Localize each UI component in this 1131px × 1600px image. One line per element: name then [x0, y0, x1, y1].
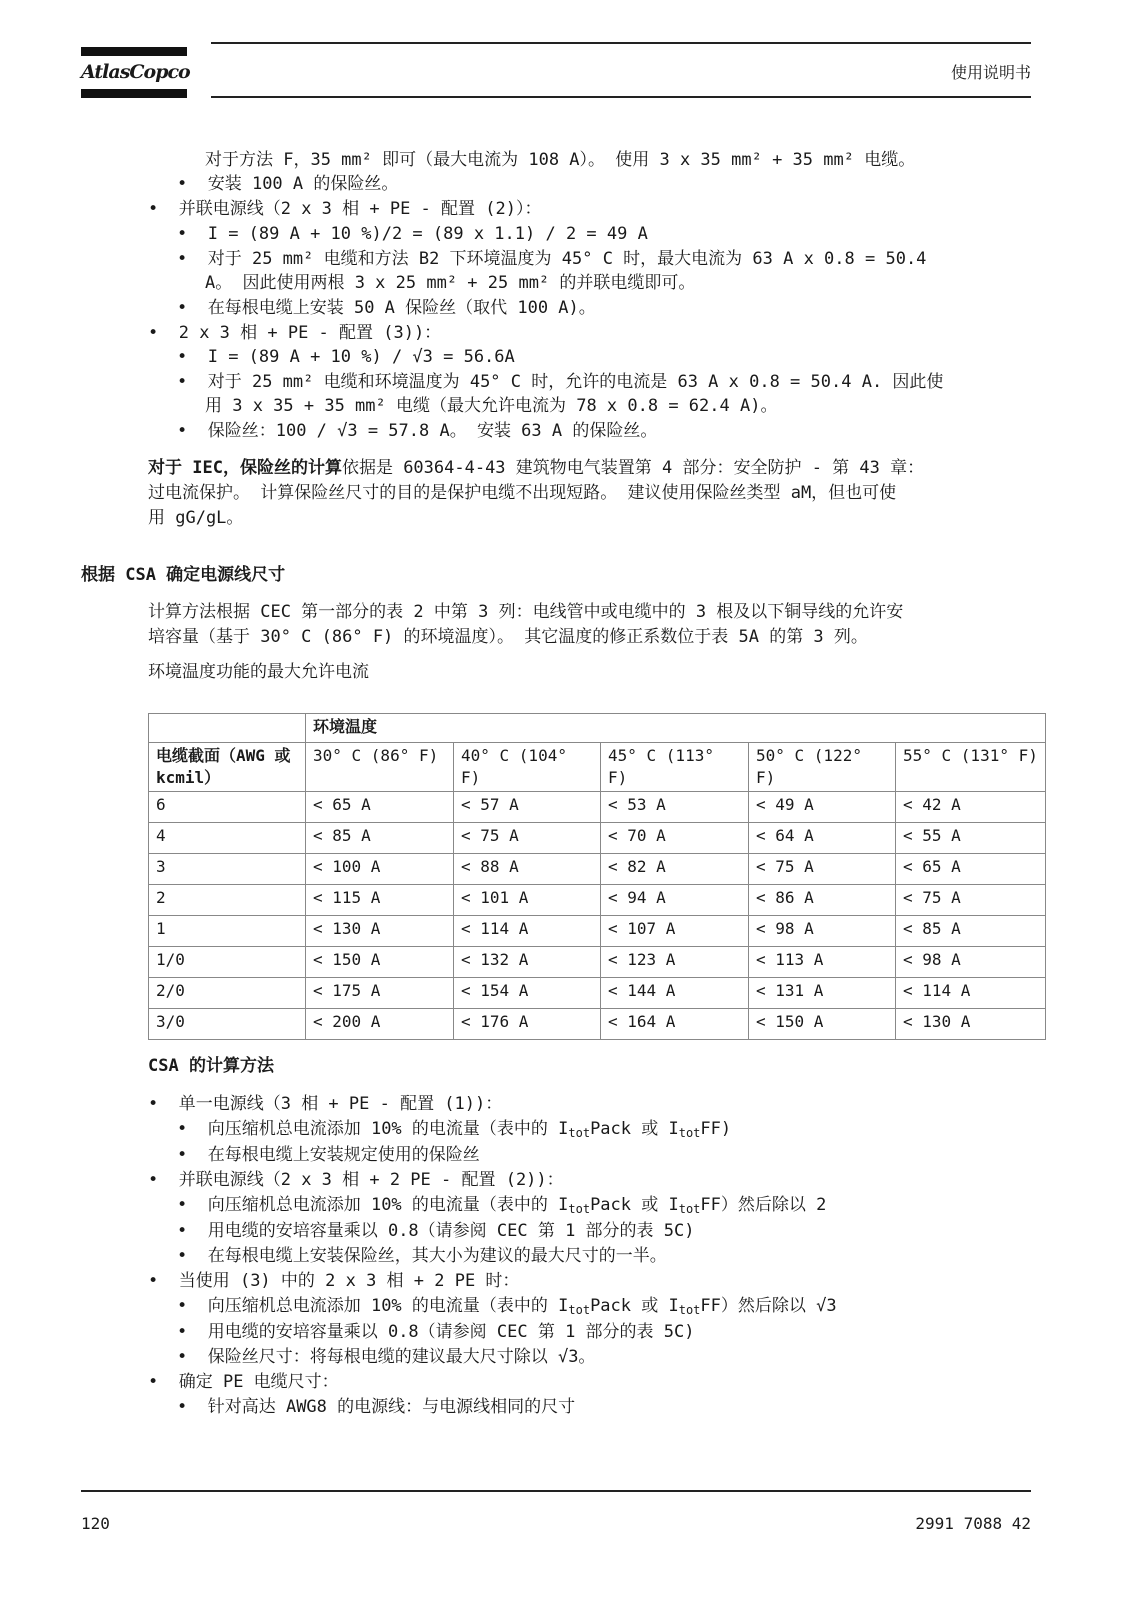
cable-size-cell: 1 [149, 916, 306, 947]
ampacity-cell: < 150 A [749, 1009, 896, 1040]
ampacity-cell: < 75 A [749, 854, 896, 885]
ampacity-cell: < 75 A [454, 823, 601, 854]
footer-rule [81, 1490, 1031, 1492]
cable-size-cell: 1/0 [149, 947, 306, 978]
bullet-text: 在每根电缆上安装 50 A 保险丝（取代 100 A)。 [207, 298, 596, 318]
bullet-l2: • 保险丝尺寸：将每根电缆的建议最大尺寸除以 √3。 [177, 1347, 596, 1367]
bullet-text: FF）然后除以 2 [700, 1195, 827, 1215]
bullet-text: 2 x 3 相 + PE - 配置 (3))： [178, 323, 442, 343]
table-header-cell: 55° C (131° F) [896, 743, 1046, 792]
ampacity-cell: < 53 A [601, 792, 749, 823]
subscript: tot [678, 1303, 701, 1317]
bullet-l1: • 并联电源线（2 x 3 相 + 2 PE - 配置 (2))： [148, 1170, 564, 1190]
bullet-text: 保险丝：100 / √3 = 57.8 A。 安装 63 A 的保险丝。 [207, 421, 658, 441]
cable-size-cell: 3/0 [149, 1009, 306, 1040]
ampacity-cell: < 98 A [896, 947, 1046, 978]
ampacity-cell: < 94 A [601, 885, 749, 916]
bullet-text: I = (89 A + 10 %) / √3 = 56.6A [207, 347, 515, 367]
bullet-l2: • 在每根电缆上安装 50 A 保险丝（取代 100 A)。 [177, 298, 596, 318]
ampacity-cell: < 75 A [896, 885, 1046, 916]
bullet-l1: • 单一电源线（3 相 + PE - 配置 (1))： [148, 1094, 503, 1114]
bullet-text: 保险丝尺寸：将每根电缆的建议最大尺寸除以 √3。 [207, 1347, 596, 1367]
table-corner-cell [149, 714, 306, 743]
header-rule-top [211, 42, 1031, 44]
ampacity-cell: < 86 A [749, 885, 896, 916]
ampacity-cell: < 65 A [896, 854, 1046, 885]
header-rule-bottom [211, 96, 1031, 98]
ampacity-cell: < 132 A [454, 947, 601, 978]
ampacity-cell: < 82 A [601, 854, 749, 885]
table-group-header-row [149, 714, 1046, 743]
bullet-l2: • 在每根电缆上安装规定使用的保险丝 [177, 1145, 480, 1165]
document-number: 2991 7088 42 [915, 1514, 1031, 1533]
ampacity-cell: < 70 A [601, 823, 749, 854]
bullet-text: 并联电源线（2 x 3 相 + 2 PE - 配置 (2))： [178, 1170, 564, 1190]
bullet-text: Pack 或 I [590, 1296, 679, 1316]
ampacity-cell: < 154 A [454, 978, 601, 1009]
bullet-text: Pack 或 I [590, 1195, 679, 1215]
logo-text: AtlasCopco [81, 61, 190, 83]
ampacity-cell: < 42 A [896, 792, 1046, 823]
logo-bar-bottom [81, 89, 187, 98]
table-header-row [149, 743, 1046, 792]
bullet-l2: • I = (89 A + 10 %)/2 = (89 x 1.1) / 2 = 49 A [177, 224, 648, 244]
bullet-l2: • 向压缩机总电流添加 10% 的电流量（表中的 $I_{tot}Pack$ 或 $I_{tot}FF$) [177, 1119, 732, 1140]
ampacity-cell: < 85 A [896, 916, 1046, 947]
ampacity-cell: < 131 A [749, 978, 896, 1009]
bullet-text: 单一电源线（3 相 + PE - 配置 (1))： [178, 1094, 503, 1114]
table-body [149, 792, 1046, 1040]
table-caption: 环境温度功能的最大允许电流 [148, 662, 369, 682]
ampacity-cell: < 164 A [601, 1009, 749, 1040]
iec-paragraph-line2: 过电流保护。 计算保险丝尺寸的目的是保护电缆不出现短路。 建议使用保险丝类型 aM，但也可使 [148, 483, 897, 503]
ampacity-cell: < 113 A [749, 947, 896, 978]
cable-size-cell: 2 [149, 885, 306, 916]
bullet-l1: • 2 x 3 相 + PE - 配置 (3))： [148, 323, 442, 343]
table-row [149, 1009, 1046, 1040]
table-row [149, 792, 1046, 823]
csa-paragraph-line2: 培容量（基于 30° C (86° F) 的环境温度）。 其它温度的修正系数位于表 5A 的第 3 列。 [148, 627, 868, 647]
subscript: tot [678, 1202, 701, 1216]
ampacity-cell: < 88 A [454, 854, 601, 885]
ampacity-cell: < 130 A [896, 1009, 1046, 1040]
bullet-text: 向压缩机总电流添加 10% 的电流量（表中的 I [207, 1296, 569, 1316]
bullet-text: FF) [700, 1119, 732, 1139]
bullet-text: 对于 25 mm² 电缆和方法 B2 下环境温度为 45° C 时，最大电流为 63 A x 0.8 = 50.4 [207, 249, 927, 269]
ampacity-cell: < 150 A [306, 947, 454, 978]
bullet-l2: • 针对高达 AWG8 的电源线：与电源线相同的尺寸 [177, 1397, 576, 1417]
bullet-l2: • 保险丝：100 / √3 = 57.8 A。 安装 63 A 的保险丝。 [177, 421, 658, 441]
bullet-text: 向压缩机总电流添加 10% 的电流量（表中的 I [207, 1119, 569, 1139]
bullet-l1: • 当使用 (3) 中的 2 x 3 相 + 2 PE 时： [148, 1271, 520, 1291]
ampacity-cell: < 55 A [896, 823, 1046, 854]
ampacity-cell: < 200 A [306, 1009, 454, 1040]
bullet-text: 用电缆的安培容量乘以 0.8（请参阅 CEC 第 1 部分的表 5C) [207, 1221, 695, 1241]
bullet-l1: • 并联电源线（2 x 3 相 + PE - 配置 (2)）： [148, 199, 542, 219]
table-header-cell: 40° C (104° F) [454, 743, 601, 792]
paragraph-line: 用 3 x 35 + 35 mm² 电缆（最大允许电流为 78 x 0.8 = 62.4 A)。 [205, 396, 778, 416]
ampacity-cell: < 107 A [601, 916, 749, 947]
bullet-l1: • 确定 PE 电缆尺寸： [148, 1372, 339, 1392]
table-group-header: 环境温度 [306, 714, 1046, 743]
ampacity-cell: < 57 A [454, 792, 601, 823]
atlas-copco-logo [81, 47, 190, 99]
bullet-text: 在每根电缆上安装保险丝，其大小为建议的最大尺寸的一半。 [207, 1246, 667, 1266]
bullet-l2: • 向压缩机总电流添加 10% 的电流量（表中的 $I_{tot}Pack$ 或 $I_{tot}FF$）然后除以 2 [177, 1195, 827, 1216]
ampacity-cell: < 130 A [306, 916, 454, 947]
subscript: tot [568, 1303, 591, 1317]
table-header-cell: 30° C (86° F) [306, 743, 454, 792]
table-header-cell: 45° C (113° F) [601, 743, 749, 792]
bullet-text: 对于 25 mm² 电缆和环境温度为 45° C 时，允许的电流是 63 A x 0.8 = 50.4 A. 因此使 [207, 372, 944, 392]
bullet-l2: • 安装 100 A 的保险丝。 [177, 174, 399, 194]
bullet-text: 当使用 (3) 中的 2 x 3 相 + 2 PE 时： [178, 1271, 520, 1291]
iec-paragraph-line3: 用 gG/gL。 [148, 508, 244, 528]
ampacity-cell: < 98 A [749, 916, 896, 947]
subscript: tot [568, 1202, 591, 1216]
ampacity-table [148, 713, 1046, 1040]
bullet-text: 用电缆的安培容量乘以 0.8（请参阅 CEC 第 1 部分的表 5C) [207, 1322, 695, 1342]
ampacity-cell: < 115 A [306, 885, 454, 916]
ampacity-cell: < 49 A [749, 792, 896, 823]
bullet-l2: • I = (89 A + 10 %) / √3 = 56.6A [177, 347, 515, 367]
ampacity-cell: < 114 A [896, 978, 1046, 1009]
calc-heading: CSA 的计算方法 [148, 1056, 274, 1076]
iec-text: 依据是 60364-4-43 建筑物电气装置第 4 部分：安全防护 - 第 43 章： [341, 458, 925, 478]
cable-size-cell: 2/0 [149, 978, 306, 1009]
paragraph-line: A。 因此使用两根 3 x 25 mm² + 25 mm² 的并联电缆即可。 [205, 273, 696, 293]
bullet-l2: • 对于 25 mm² 电缆和方法 B2 下环境温度为 45° C 时，最大电流为 63 A x 0.8 = 50.4 [177, 249, 927, 269]
subscript: tot [678, 1126, 701, 1140]
ampacity-cell: < 101 A [454, 885, 601, 916]
ampacity-cell: < 123 A [601, 947, 749, 978]
ampacity-cell: < 114 A [454, 916, 601, 947]
bullet-l2: • 用电缆的安培容量乘以 0.8（请参阅 CEC 第 1 部分的表 5C) [177, 1221, 695, 1241]
logo-bar-top [81, 47, 187, 56]
bullet-text: 向压缩机总电流添加 10% 的电流量（表中的 I [207, 1195, 569, 1215]
page-number: 120 [81, 1514, 110, 1533]
bullet-text: Pack 或 I [590, 1119, 679, 1139]
ampacity-cell: < 176 A [454, 1009, 601, 1040]
ampacity-cell: < 100 A [306, 854, 454, 885]
bullet-l2: • 对于 25 mm² 电缆和环境温度为 45° C 时，允许的电流是 63 A x 0.8 = 50.4 A. 因此使 [177, 372, 944, 392]
csa-paragraph-line1: 计算方法根据 CEC 第一部分的表 2 中第 3 列：电线管中或电缆中的 3 根及以下铜导线的允许安 [148, 602, 904, 622]
subscript: tot [568, 1126, 591, 1140]
iec-bold: 对于 IEC，保险丝的计算 [148, 458, 342, 478]
table-header-cell: 电缆截面（AWG 或 kcmil） [149, 743, 306, 792]
ampacity-cell: < 175 A [306, 978, 454, 1009]
bullet-text: 针对高达 AWG8 的电源线：与电源线相同的尺寸 [207, 1397, 576, 1417]
bullet-text: 并联电源线（2 x 3 相 + PE - 配置 (2)）： [178, 199, 542, 219]
paragraph-line: 对于方法 F，35 mm² 即可（最大电流为 108 A）。 使用 3 x 35 mm² + 35 mm² 电缆。 [205, 150, 916, 170]
ampacity-cell: < 144 A [601, 978, 749, 1009]
section-heading: 根据 CSA 确定电源线尺寸 [81, 565, 286, 585]
table-row [149, 885, 1046, 916]
bullet-text: I = (89 A + 10 %)/2 = (89 x 1.1) / 2 = 49 A [207, 224, 648, 244]
header-title: 使用说明书 [950, 63, 1031, 82]
table-row [149, 854, 1046, 885]
ampacity-cell: < 64 A [749, 823, 896, 854]
iec-paragraph-line1 [148, 456, 924, 480]
table-row [149, 978, 1046, 1009]
bullet-l2: • 在每根电缆上安装保险丝，其大小为建议的最大尺寸的一半。 [177, 1246, 667, 1266]
bullet-text: 在每根电缆上安装规定使用的保险丝 [207, 1145, 480, 1165]
bullet-l2: • 用电缆的安培容量乘以 0.8（请参阅 CEC 第 1 部分的表 5C) [177, 1322, 695, 1342]
cable-size-cell: 3 [149, 854, 306, 885]
table-header-cell: 50° C (122° F) [749, 743, 896, 792]
bullet-l2: • 向压缩机总电流添加 10% 的电流量（表中的 $I_{tot}Pack$ 或 $I_{tot}FF$）然后除以 √3 [177, 1296, 837, 1317]
ampacity-cell: < 85 A [306, 823, 454, 854]
table-row [149, 916, 1046, 947]
table-row [149, 823, 1046, 854]
ampacity-cell: < 65 A [306, 792, 454, 823]
cable-size-cell: 6 [149, 792, 306, 823]
cable-size-cell: 4 [149, 823, 306, 854]
bullet-text: 确定 PE 电缆尺寸： [178, 1372, 339, 1392]
bullet-text: FF）然后除以 √3 [700, 1296, 837, 1316]
bullet-text: 安装 100 A 的保险丝。 [207, 174, 399, 194]
table-row [149, 947, 1046, 978]
